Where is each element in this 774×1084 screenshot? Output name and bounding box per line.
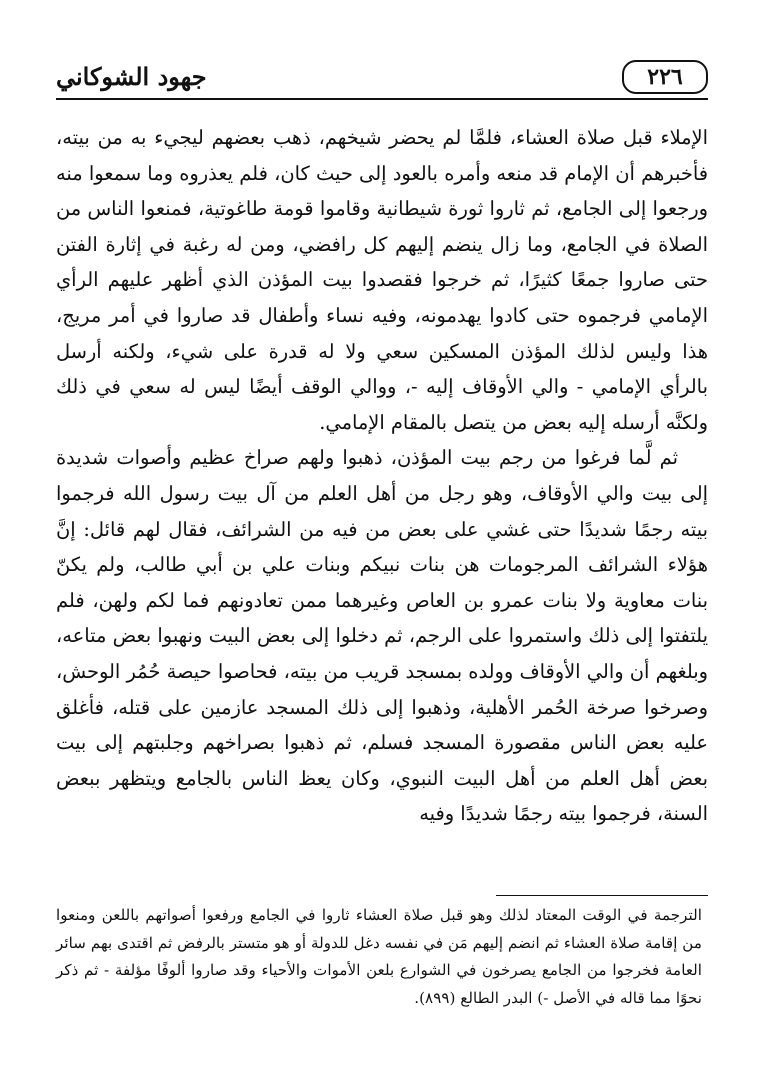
running-title: جهود الشوكاني [56, 62, 207, 91]
main-text [56, 120, 708, 832]
paragraph: ثم لَّما فرغوا من رجم بيت المؤذن، ذهبوا ولهم صراخ عظيم وأصوات شديدة إلى بيت والي الأوقاف، وهو رجل من أهل العلم من آل بيت رسول الله فرجموا بيته رجمًا شديدًا حتى غشي على بعض من فيه من الشرائف، فقال لهم قائل: إنَّ هؤلاء الشرائف المرجومات هن بنات نبيكم وبنات علي بن أبي طالب، ولم يكنّ بنات معاوية ولا بنات عمرو بن العاص وغيرهما ممن تعادونهم فما لكم ولهن، فلم يلتفتوا إلى ذلك واستمروا على الرجم، ثم دخلوا إلى بعض البيت ونهبوا بعض متاعه، وبلغهم أن والي الأوقاف وولده بمسجد قريب من بيته، فحاصوا حيصة حُمُر الوحش، وصرخوا صرخة الحُمر الأهلية، وذهبوا إلى ذلك المسجد عازمين على قتله، فأغلق عليه بعض الناس مقصورة المسجد فسلم، ثم ذهبوا بصراخهم وجلبتهم إلى بيت بعض أهل العلم من أهل البيت النبوي، وكان يعظ الناس بالجامع ويتظهر ببعض السنة، فرجموا بيته رجمًا شديدًا وفيه [56, 446, 708, 826]
paragraph: الإملاء قبل صلاة العشاء، فلمَّا لم يحضر شيخهم، ذهب بعضهم ليجيء به من بيته، فأخبرهم أن الإمام قد منعه وأمره بالعود إلى حيث كان، فلم يعذروه وما سمعوا منه ورجعوا إلى الجامع، ثم ثاروا ثورة شيطانية وقاموا قومة طاغوتية، فمنعوا الناس من الصلاة في الجامع، وما زال ينضم إليهم كل رافضي، ومن له رغبة في إثارة الفتن حتى صاروا جمعًا كثيرًا، ثم خرجوا فقصدوا بيت المؤذن الذي أظهر عليهم الرأي الإمامي فرجموه حتى كادوا يهدمونه، وفيه نساء وأطفال قد صاروا في أمر مريج، هذا وليس لذلك المؤذن المسكين سعي ولا له قدرة على شيء، ولكنه أرسل بالرأي الإمامي - والي الأوقاف إليه -، ووالي الوقف أيضًا ليس له سعي في ذلك ولكنَّه أرسله إليه بعض من يتصل بالمقام الإمامي. [56, 126, 708, 434]
page-number: ٢٢٦ [622, 60, 708, 94]
footnote: الترجمة في الوقت المعتاد لذلك وهو قبل صلاة العشاء ثاروا في الجامع ورفعوا أصواتهم باللعن ومنعوا من إقامة صلاة العشاء ثم انضم إليهم مَن في نفسه دغل للدولة أو هو متستر بالرفض ثم اقتدى بهم سائر العامة فخرجوا من الجامع يصرخون في الشوارع بلعن الأموات والأحياء وقد صاروا ألوفًا مؤلفة - ثم ذكر نحوًا مما قاله في الأصل -) البدر الطالع (٨٩٩). [56, 906, 702, 1007]
page-header [56, 52, 708, 102]
footnote-separator [496, 895, 708, 896]
header-rule [56, 98, 708, 100]
